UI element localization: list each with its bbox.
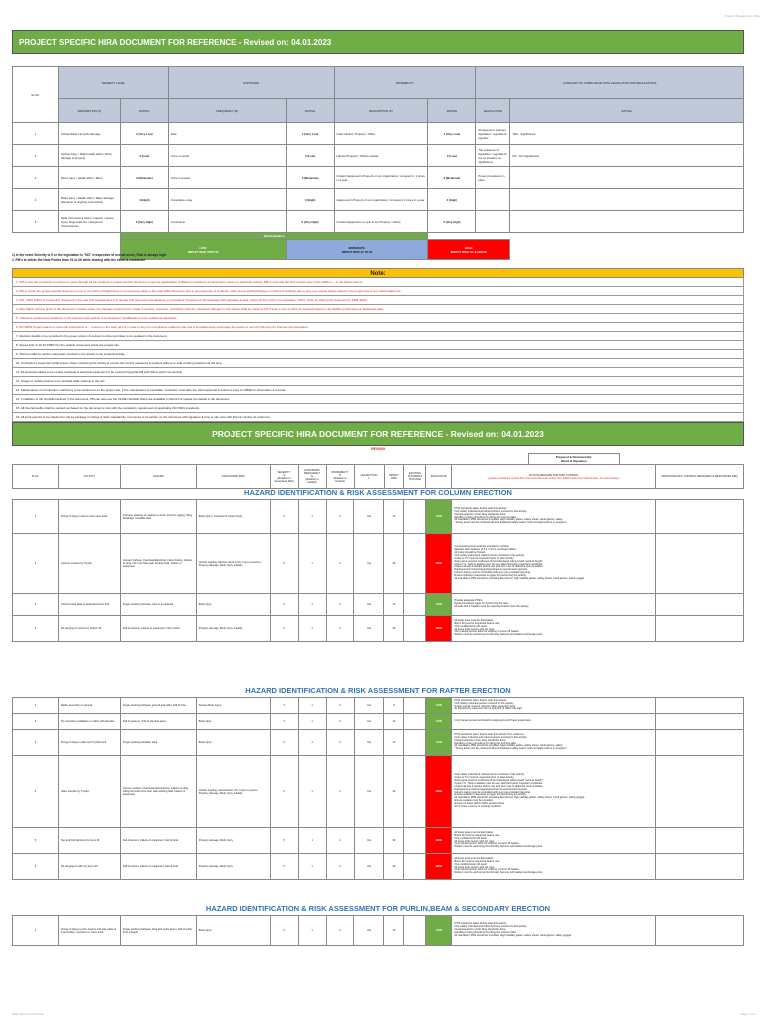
row-associated-risk: Serious Body Injury bbox=[196, 698, 270, 714]
hazard-row bbox=[13, 916, 744, 946]
row-action: PTW should be taken before start this activity from customer. Only safety inducted and trained person involved in this activity. Visual inspection of the sling should be done. Handling of sling should be by lifting the tool box talks. All mandatory PPE should be provided, High visibility jacket, safety shoes, hand gloves, safety. * Fixing area must be cordoned off and displayed safety board "work at height work is in progress" bbox=[452, 730, 656, 756]
row-hazard: Finger pinching between sling and purlin beam, Fall of purlin from a height bbox=[120, 916, 196, 946]
matrix-sub-rating: RATING bbox=[120, 99, 168, 123]
matrix-cell-probability: Incident happened in Property of our organization / company's / 1 times in a year bbox=[334, 167, 428, 189]
row-activity: Fixing of sling to column and crane hook bbox=[58, 500, 120, 534]
matrix-cell-probability-rating: 2 (Low) bbox=[428, 145, 476, 167]
row-associated-risk: Body Injury bbox=[196, 730, 270, 756]
matrix-cell-severity: Major injury / Health effect / Major damage, disruption of ongoing work activity bbox=[58, 189, 120, 211]
matrix-cell-probability: Incident happened in a year in our Property / offices bbox=[334, 211, 428, 233]
row-hazard: Fall of person, Failure of equipment, Fall of tools bbox=[120, 854, 196, 880]
row-additional bbox=[656, 854, 744, 880]
matrix-severity-level: SEVERITY LEVEL bbox=[58, 67, 168, 99]
risk-moderate-box: MODERATE: IMPACT RISK 31 TO 60 bbox=[286, 240, 428, 260]
matrix-legal: CATEGORY OF COMPLIANCE WITH LEGISLATION AND REGULATIONS bbox=[476, 67, 744, 99]
row-associated-risk: Property damage, Body injury, Fatality bbox=[196, 616, 270, 642]
matrix-cell-exposure: Once in month bbox=[168, 145, 286, 167]
matrix-exposure: EXPOSURE bbox=[168, 67, 334, 99]
row-probability: 2 bbox=[326, 698, 354, 714]
matrix-cell-legislation-rating: NO - Not Significance bbox=[510, 145, 744, 167]
note-line: 12. Usage of mobile phones to be avoided while working in the site. bbox=[12, 377, 744, 386]
row-action: PTW should be taken before start this activity. Only safety inducted and trained person involved in this activity. Visual inspection of the sling should be done. Handling of sling should be by lifting the tool box talks. All mandatory PPE should be provided, High visibility jacket, safety shoes, hand gloves, safety goggle. bbox=[452, 916, 656, 946]
matrix-cell-severity-rating: 5 (Very High) bbox=[120, 211, 168, 233]
row-legislation: Yes bbox=[354, 500, 384, 534]
row-existing-controls bbox=[404, 698, 426, 714]
note-line: 6. All CWPE Project teams to route risk instructions to ... ensure on the work permit in case of any non compliance related to site visit & simultaneously encourage the teams to record in EU App for internal communication. bbox=[12, 323, 744, 332]
matrix-cell-severity-rating: 3 (Moderate) bbox=[120, 167, 168, 189]
matrix-cell-no: 3 bbox=[13, 167, 59, 189]
row-associated-risk: Vehicle toppling, Electric shock & fire, Injury to person, Property damage, Body injury, Fatality bbox=[196, 534, 270, 594]
row-legislation: Yes bbox=[354, 616, 384, 642]
th-action-title: ACTION MEASURE FOR RISK CONTROL bbox=[528, 473, 579, 477]
row-severity: 5 bbox=[270, 854, 298, 880]
matrix-srno: Sr.NO. bbox=[13, 67, 59, 123]
row-existing-controls bbox=[404, 714, 426, 730]
matrix-sub-legal-rating: RATING bbox=[510, 99, 744, 123]
row-hazard: Fall of persons, Failure of equipment, Fall of tools bbox=[120, 616, 196, 642]
row-existing-controls bbox=[404, 616, 426, 642]
th-srno: Sl.No. bbox=[13, 465, 59, 489]
row-evaluation: HIGH bbox=[426, 756, 452, 828]
row-hazard: Finger pinching between sling bbox=[120, 730, 196, 756]
matrix-sub-legal-desc: LEGISLATION bbox=[476, 99, 510, 123]
matrix-sub-rating3: RATING bbox=[428, 99, 476, 123]
hazard-row bbox=[13, 534, 744, 594]
row-severity: 5 bbox=[270, 616, 298, 642]
matrix-cell-legislation-rating: YES - Significance bbox=[510, 123, 744, 145]
matrix-sub-desc: DESCRIPTION (S) bbox=[58, 99, 120, 123]
row-no: 4 bbox=[13, 616, 59, 642]
row-existing-controls bbox=[404, 828, 426, 854]
row-activity: Column erection by Tyrolia bbox=[58, 534, 120, 594]
row-severity: 5 bbox=[270, 534, 298, 594]
row-existing-controls bbox=[404, 500, 426, 534]
row-no: 1 bbox=[13, 500, 59, 534]
row-evaluation: LOW bbox=[426, 500, 452, 534]
row-additional bbox=[656, 534, 744, 594]
matrix-sub-freq: FREQUENCY (E) bbox=[168, 99, 286, 123]
matrix-cell-severity: Minor injury / Health effect / Minor bbox=[58, 167, 120, 189]
row-probability: 2 bbox=[326, 854, 354, 880]
matrix-cell-legislation: Proper procedures in place bbox=[476, 167, 510, 189]
row-evaluation: LOW bbox=[426, 730, 452, 756]
row-legislation: Yes bbox=[354, 698, 384, 714]
row-additional bbox=[656, 730, 744, 756]
hazard-row bbox=[13, 854, 744, 880]
row-evaluation: HIGH bbox=[426, 854, 452, 880]
th-additional: ADDITIONAL/ANY CONTROL MEASURES & RESOURCES REQ bbox=[656, 465, 744, 489]
row-legislation: Yes bbox=[354, 756, 384, 828]
row-impact-risk: 12 bbox=[384, 594, 404, 616]
row-action: Only safety inducted & trained person involved in this activity. Crane & T.O must be inspected prior to start activity. Swing area must be cordoned off and displayed safety board "work at height". Crane T.O, Tools & tackles must be use valid third party inspection certificate. Inspect all tool & tackles before use and don't use of defective tools & tackles. Deployed only trained rigger/signalman & experienced operator. Column swing must be controlled with guy rope provided (tag line). Ensure sufficient manpower & rigger for performing the activity. All mandatory PPE should be providing like helmet, high visibility jacket, safety shoes, hand gloves, safety goggle. Ensure surface must be provided. Ensure no loose debris within present there. Sit of crane must be in working condition. bbox=[452, 756, 656, 828]
th-activity: ACTIVITY bbox=[58, 465, 120, 489]
note-line: 14. In addition to the checklist defined in the document, PM can also use the OHSE checklist which are available in Wrench & update the details in the document. bbox=[12, 395, 744, 404]
row-additional bbox=[656, 698, 744, 714]
row-legislation: Yes bbox=[354, 854, 384, 880]
row-no: 3 bbox=[13, 594, 59, 616]
row-action: All lower area must be barricaded. Boom lift must be inspected before use. Only certified boom lift used. All loose tools secure with zip rope. Only trained person allow for working in boom lift basket. Worker must be anchoring his full body harness with basket anchorage point. bbox=[452, 828, 656, 854]
row-hazard: Improper packing of material on truck, Poor/un-rigging, Sling breakage, Unstable load bbox=[120, 500, 196, 534]
note-section bbox=[12, 268, 744, 422]
row-severity: 5 bbox=[270, 828, 298, 854]
note-line: 16. All work permits to be checked in site by package in charge & Safe mandatorily, comments to be written on the document with signature & time or site note with Permit number as reference. bbox=[12, 413, 744, 422]
matrix-row bbox=[13, 189, 744, 211]
row-no: 2 bbox=[13, 534, 59, 594]
matrix-cell-no: 1 bbox=[13, 123, 59, 145]
row-no: 2 bbox=[13, 714, 59, 730]
note-line: 15. All internal audits shall be carried out based on the document in line with the mandatory requirement of applicable ISO 9001 standards. bbox=[12, 404, 744, 413]
row-exposure: 1 bbox=[298, 500, 326, 534]
row-action: Only trained personnel should be deployed and Proper supervision. bbox=[452, 714, 656, 730]
row-action: All lower area must be barricaded. Boom lift must be inspected before use. Only certified boom lift used. All loose tools secure with zip rope. Only trained person allow for working in boom lift basket. Worker must be anchoring his full body harness with basket anchorage point. bbox=[452, 854, 656, 880]
row-hazard: Fall of spanner / Fall of Hembar piece bbox=[120, 714, 196, 730]
row-probability: 2 bbox=[326, 714, 354, 730]
th-assoc: ASSOCIATED RISK bbox=[196, 465, 270, 489]
note-line: 1. PM to visit the contractor to ensure he goes through all the contents in project specific document to get the applicability of different machinery & equipment's used in a particular activity. PM to note that the first revised copy of the HIRA is ... in the below column. bbox=[12, 278, 744, 287]
row-severity: 3 bbox=[270, 594, 298, 616]
row-exposure: 1 bbox=[298, 730, 326, 756]
row-severity: 3 bbox=[270, 500, 298, 534]
matrix-cell-legislation-rating bbox=[510, 211, 744, 233]
matrix-probability: PROBABILITY bbox=[334, 67, 476, 99]
matrix-note-a: 1) In the event Severity is 5 or the legislation is "NO" irrespective of overall score, Risk is always high. bbox=[12, 253, 167, 257]
matrix-cell-no: 5 bbox=[13, 211, 59, 233]
matrix-cell-exposure-rating: 1 (Very Low) bbox=[286, 123, 334, 145]
row-impact-risk: 8 bbox=[384, 698, 404, 714]
row-exposure: 1 bbox=[298, 534, 326, 594]
row-no: 6 bbox=[13, 854, 59, 880]
matrix-cell-severity-rating: 4 (High) bbox=[120, 189, 168, 211]
row-associated-risk: Body Injury bbox=[196, 594, 270, 616]
matrix-cell-legislation-rating bbox=[510, 189, 744, 211]
row-activity: Column base plate & pedestal anchor bolt bbox=[58, 594, 120, 616]
row-action: All lower area must be barricaded. Boom lift must be inspected before use. Only certified boom lift used. All loose tools secure with zip rope. Only trained person allow for working in boom lift basket. Worker must be anchoring his full body harness with basket anchorage point. bbox=[452, 616, 656, 642]
row-legislation: Yes bbox=[354, 916, 384, 946]
row-exposure: 1 bbox=[298, 698, 326, 714]
row-evaluation: HIGH bbox=[426, 534, 452, 594]
matrix-cell-probability: Least hazard / Property / Office bbox=[334, 123, 428, 145]
hazard-row bbox=[13, 594, 744, 616]
row-activity: Fixing of sling to purlin, beams and pipe tubes & if secondary, members to crane hook bbox=[58, 916, 120, 946]
row-no: 3 bbox=[13, 730, 59, 756]
row-no: 1 bbox=[13, 916, 59, 946]
row-impact-risk: 12 bbox=[384, 730, 404, 756]
row-associated-risk: Property damage, Body injury bbox=[196, 854, 270, 880]
matrix-cell-no: 4 bbox=[13, 189, 59, 211]
risk-evaluation-label: Risk Evaluation bbox=[120, 233, 428, 240]
row-impact-risk: 12 bbox=[384, 714, 404, 730]
row-hazard: Finger pinching between column & pedestal bbox=[120, 594, 196, 616]
row-severity: 3 bbox=[270, 714, 298, 730]
matrix-cell-legislation: All aspects to relevant legislation / regulations together bbox=[476, 123, 510, 145]
th-impact: IMPACT RISK bbox=[384, 465, 404, 489]
row-exposure: 1 bbox=[298, 714, 326, 730]
matrix-cell-severity-rating: 1 (Very Low) bbox=[120, 123, 168, 145]
matrix-cell-legislation-rating bbox=[510, 167, 744, 189]
section-title: HAZARD IDENTIFICATION & RISK ASSESSMENT FOR COLUMN ERECTION bbox=[244, 488, 512, 497]
row-impact-risk: 12 bbox=[384, 500, 404, 534]
hazard-table bbox=[12, 915, 744, 946]
hazard-row bbox=[13, 616, 744, 642]
row-exposure: 1 bbox=[298, 756, 326, 828]
row-evaluation: HIGH bbox=[426, 616, 452, 642]
hazard-row bbox=[13, 500, 744, 534]
hazard-row bbox=[13, 730, 744, 756]
header-right-text: Project Management HIRA bbox=[724, 14, 760, 18]
matrix-cell-probability: Happened in Property of our organization / company's 1 times in a year bbox=[334, 189, 428, 211]
row-severity: 5 bbox=[270, 756, 298, 828]
matrix-cell-probability-rating: 4 (High) bbox=[428, 189, 476, 211]
prepared-by-box: Prepared & Reviewed By: Name & Signature bbox=[528, 453, 620, 465]
th-evaluation: EVALUATION bbox=[426, 465, 452, 489]
row-associated-risk: Body Injury bbox=[196, 714, 270, 730]
row-probability: 2 bbox=[326, 828, 354, 854]
row-hazard: Finger pinching between ground and rafter, Fall of tube bbox=[120, 698, 196, 714]
row-associated-risk: Body Injury / Crushed hit / Hand Injury bbox=[196, 500, 270, 534]
note-line: 7. Revision details to be recorded in the green column & revision number and date to be updated in the document. bbox=[12, 332, 744, 341]
matrix-sub-rating2: RATING bbox=[286, 99, 334, 123]
hazard-row bbox=[13, 714, 744, 730]
matrix-row bbox=[13, 123, 744, 145]
row-additional bbox=[656, 756, 744, 828]
th-action bbox=[452, 465, 656, 489]
note-line: 3. PM - SMS (PEC) to review this document in her site visit at least twice in a quarter and give recommendations or corrections if required & acknowledge with signature & date. Approval from NS is not mandatory. PM to notify by sharing the document to PEM /EHM. bbox=[12, 296, 744, 305]
row-evaluation: LOW bbox=[426, 698, 452, 714]
matrix-cell-exposure-rating: 2 (Low) bbox=[286, 145, 334, 167]
matrix-cell-legislation: The existence of legislation / regulations but no situation on significance bbox=[476, 145, 510, 167]
footer-left-text: HIRA Document Review bbox=[12, 1012, 45, 1016]
row-existing-controls bbox=[404, 594, 426, 616]
row-impact-risk: 30 bbox=[384, 534, 404, 594]
row-legislation: Yes bbox=[354, 828, 384, 854]
row-probability: 2 bbox=[326, 500, 354, 534]
matrix-cell-severity-rating: 2 (Low) bbox=[120, 145, 168, 167]
matrix-cell-severity: Fatal / Permanent total or majority / severe injury, large scale fire / dangerous circumstances bbox=[58, 211, 120, 233]
matrix-cell-exposure: Rare bbox=[168, 123, 286, 145]
matrix-cell-probability-rating: 5 (Very High) bbox=[428, 211, 476, 233]
footer-right-text: Page 1 of 1 bbox=[740, 1012, 756, 1016]
row-associated-risk: Property damage, Body injury bbox=[196, 828, 270, 854]
row-severity: 3 bbox=[270, 698, 298, 714]
row-exposure: 1 bbox=[298, 916, 326, 946]
row-evaluation: LOW bbox=[426, 594, 452, 616]
row-activity: Tie rod place installation on rafter with Hembar bbox=[58, 714, 120, 730]
row-additional bbox=[656, 828, 744, 854]
matrix-row bbox=[13, 167, 744, 189]
region-label: REGION bbox=[371, 447, 385, 451]
hazard-table bbox=[12, 499, 744, 642]
hazard-row bbox=[13, 756, 744, 828]
section-title: HAZARD IDENTIFICATION & RISK ASSESSMENT FOR RAFTER ERECTION bbox=[245, 686, 511, 695]
risk-high-box: HIGH: IMPACT RISK: 61 & ABOVE bbox=[428, 240, 510, 260]
row-probability: 2 bbox=[326, 756, 354, 828]
row-evaluation: LOW bbox=[426, 916, 452, 946]
hazard-table bbox=[12, 697, 744, 880]
note-line: 8. Speed limit of 10-15 KMPH for the vehicle movement inside the project site. bbox=[12, 341, 744, 350]
row-additional bbox=[656, 916, 744, 946]
row-probability: 2 bbox=[326, 616, 354, 642]
row-legislation: Yes bbox=[354, 534, 384, 594]
matrix-sub-desc-p: DESCRIPTION (P) bbox=[334, 99, 428, 123]
top-banner: PROJECT SPECIFIC HIRA DOCUMENT FOR REFERENCE - Revised on: 04.01.2023 bbox=[12, 30, 744, 54]
row-hazard: Uneven Surface, Overhead Electrical, Crane Failure, Failure of sling, Lift more than safe working load, Failure of equipment bbox=[120, 534, 196, 594]
note-line: 10. Contractor's supervisor shall ensure close monitoring the activity & ensure the control measures & workers adhere to safe working practices all the time. bbox=[12, 359, 744, 368]
th-action-sub: ( please provide the control from document title and number from HIRA master list of documents - for each activity ) bbox=[487, 476, 620, 480]
th-hazard: HAZARD bbox=[120, 465, 196, 489]
row-activity: Nut and bolt tightning by boom lift bbox=[58, 828, 120, 854]
row-action: Provide adequate PPE's. Deployed trained rigger for performing the task. All tools kits & Tackles must be inspected before start the activity. bbox=[452, 594, 656, 616]
hazard-row bbox=[13, 828, 744, 854]
matrix-cell-exposure: Continuous bbox=[168, 211, 286, 233]
row-existing-controls bbox=[404, 534, 426, 594]
mid-banner: PROJECT SPECIFIC HIRA DOCUMENT FOR REFERENCE - Revised on: 04.01.2023 bbox=[12, 422, 744, 446]
row-probability: 2 bbox=[326, 730, 354, 756]
th-existing: EXISTING CONTROLS IN PLACE bbox=[404, 465, 426, 489]
row-evaluation: LOW bbox=[426, 714, 452, 730]
row-activity: De-slinging of column by bottom lift bbox=[58, 616, 120, 642]
note-line: 2. PM to revise the project specific document once in 3 months provided there is no revisions made in the main HIRA document due to any learnings of incidents, start of new activity/change in method of working/ due to any new routine issues raised in the project due to any earthquakes etc. bbox=[12, 287, 744, 296]
row-activity: rafter erection by Tyrolia bbox=[58, 756, 120, 828]
matrix-cell-probability: Harmful Property / Offices outside bbox=[334, 145, 428, 167]
row-evaluation: HIGH bbox=[426, 828, 452, 854]
row-no: 1 bbox=[13, 698, 59, 714]
matrix-cell-legislation bbox=[476, 189, 510, 211]
row-no: 5 bbox=[13, 828, 59, 854]
matrix-cell-exposure: Once in a week bbox=[168, 167, 286, 189]
row-probability: 2 bbox=[326, 534, 354, 594]
matrix-cell-exposure-rating: 5 (Very High) bbox=[286, 211, 334, 233]
th-exposure: EXPOSURE/ FREQUENCY E (Relative to Hazard) bbox=[298, 465, 326, 489]
note-line: 11. All electrical cables to be routed overhead & electrical equipment to be routed through ELCB with 30mA earth connectivity. bbox=[12, 368, 744, 377]
row-impact-risk: 30 bbox=[384, 828, 404, 854]
row-additional bbox=[656, 714, 744, 730]
row-legislation: Yes bbox=[354, 714, 384, 730]
matrix-cell-probability-rating: 3 (Moderate) bbox=[428, 167, 476, 189]
matrix-cell-exposure-rating: 4 (High) bbox=[286, 189, 334, 211]
note-line: 13. Maintenance of construction machinery to be carried out on the project site, if the maintenance is inevitable, contractor must take the client approval & submit a copy to CBRE for information & records. bbox=[12, 386, 744, 395]
matrix-cell-legislation bbox=[476, 211, 510, 233]
note-line: 4. Risk Matrix (colors) given in the document remains same. No changes required to be made in severity, exposure, probability columns. Required changes in risk values shall be made by NS if seen in two months (if required) based on the EHSS performance & dashboard data. bbox=[12, 305, 744, 314]
matrix-row bbox=[13, 145, 744, 167]
th-probability: PROBABILITY P (Relative to Incident) bbox=[326, 465, 354, 489]
note-line: 5. Trained & experienced workforce in the relevant work activity to be deployed. Qualifications to be verified as applicable. bbox=[12, 314, 744, 323]
row-impact-risk: 30 bbox=[384, 756, 404, 828]
row-legislation: Yes bbox=[354, 594, 384, 616]
matrix-note-b: 2. PM's to delete the Note Points from 01 to 06 while sharing with the client & contractor bbox=[12, 258, 146, 262]
row-probability: 2 bbox=[326, 594, 354, 616]
row-existing-controls bbox=[404, 756, 426, 828]
row-activity: Fixing of sling to rafter and Tyrolia hook bbox=[58, 730, 120, 756]
matrix-row bbox=[13, 211, 744, 233]
row-action: PTW should be taken before start this activity. Only Safety inducted person involved in this activity. Proper tool kit must be used for rafter assembly work. To checked by supervisor all nut and bolt of rafter fully tight. bbox=[452, 698, 656, 714]
row-activity: De-slinging of rafter by boom lift bbox=[58, 854, 120, 880]
row-severity: 3 bbox=[270, 730, 298, 756]
risk-low-box: LOW: IMPACT RISK UPTO 30 bbox=[120, 240, 286, 260]
risk-matrix-table bbox=[12, 66, 744, 260]
row-severity: 3 bbox=[270, 916, 298, 946]
matrix-cell-no: 2 bbox=[13, 145, 59, 167]
row-additional bbox=[656, 594, 744, 616]
hazard-row bbox=[13, 698, 744, 714]
matrix-cell-exposure: Once/twice a day bbox=[168, 189, 286, 211]
note-line: 9. Tool box talks for all the manpower involved in the activity to be conducted daily. bbox=[12, 350, 744, 359]
row-impact-risk: 30 bbox=[384, 854, 404, 880]
row-exposure: 1 bbox=[298, 594, 326, 616]
th-severity: SEVERITY S (Relative to Associated Risk) bbox=[270, 465, 298, 489]
row-hazard: Uneven surface, Overhead electrical line, Failure of sling, Lifting the load more than safe working load, Failure of equipment bbox=[120, 756, 196, 828]
row-existing-controls bbox=[404, 854, 426, 880]
matrix-cell-probability-rating: 1 (Very Low) bbox=[428, 123, 476, 145]
row-hazard: Fall of person, Failure of equipment, Fall of tools bbox=[120, 828, 196, 854]
row-impact-risk: 30 bbox=[384, 616, 404, 642]
th-legislation: LEGISLATION L bbox=[354, 465, 384, 489]
matrix-cell-severity: Incident/Near Injury/No damage bbox=[58, 123, 120, 145]
row-no: 4 bbox=[13, 756, 59, 828]
row-activity: Rafter assembly on ground bbox=[58, 698, 120, 714]
row-exposure: 1 bbox=[298, 616, 326, 642]
hazard-table-header bbox=[12, 464, 744, 489]
row-additional bbox=[656, 500, 744, 534]
row-probability: 2 bbox=[326, 916, 354, 946]
matrix-cell-severity: Injuries injury / Slight health effect / Minor damage to property bbox=[58, 145, 120, 167]
row-associated-risk: Vehicle toppling, electrocution, fire, Injury to person, Property damage, Body injury, Fatality bbox=[196, 756, 270, 828]
note-title: Note: bbox=[12, 268, 744, 278]
row-additional bbox=[656, 616, 744, 642]
row-action: Compacted access shall be provided to vehicle. Maintain safe distance of 5.4 m from overhead cables. All crane should be Tested. Only safety inducted & trained person involved in this activity. Crane & T.O must be inspected prior to start activity. Swing area must be cordoned off and displayed safety board "work at height". Crane T.O, Tools & tackles must be use valid third party inspection certificate. Inspect all tool & tackles before use and don't use of defective tools & tackles. Deployed only trained rigger/signalman & experienced operator. Column swing must be controlled with guy rope provided (tag line). Ensure sufficient manpower & rigger for performing the activity. All mandatory PPE should be providing like helmet, high visibility jacket, safety shoes, hand gloves, safety goggle. bbox=[452, 534, 656, 594]
row-existing-controls bbox=[404, 916, 426, 946]
matrix-cell-exposure-rating: 3 (Moderate) bbox=[286, 167, 334, 189]
row-existing-controls bbox=[404, 730, 426, 756]
row-legislation: Yes bbox=[354, 730, 384, 756]
section-title: HAZARD IDENTIFICATION & RISK ASSESSMENT FOR PURLIN,BEAM & SECONDARY ERECTION bbox=[205, 904, 551, 913]
row-action: PTW should be taken before start this activity. Only safety inducted and trained person involved in this activity. Visual inspection of the sling should be done. Handling of sling should be by lifting the tool box talks. All mandatory PPE should be provided, High visibility jacket, safety shoes, hand gloves, safety. * Fixing area must be cordoned off and displayed safety board "work at height work is in progress" bbox=[452, 500, 656, 534]
row-associated-risk: Body Injury bbox=[196, 916, 270, 946]
row-exposure: 1 bbox=[298, 854, 326, 880]
row-exposure: 1 bbox=[298, 828, 326, 854]
row-impact-risk: 12 bbox=[384, 916, 404, 946]
